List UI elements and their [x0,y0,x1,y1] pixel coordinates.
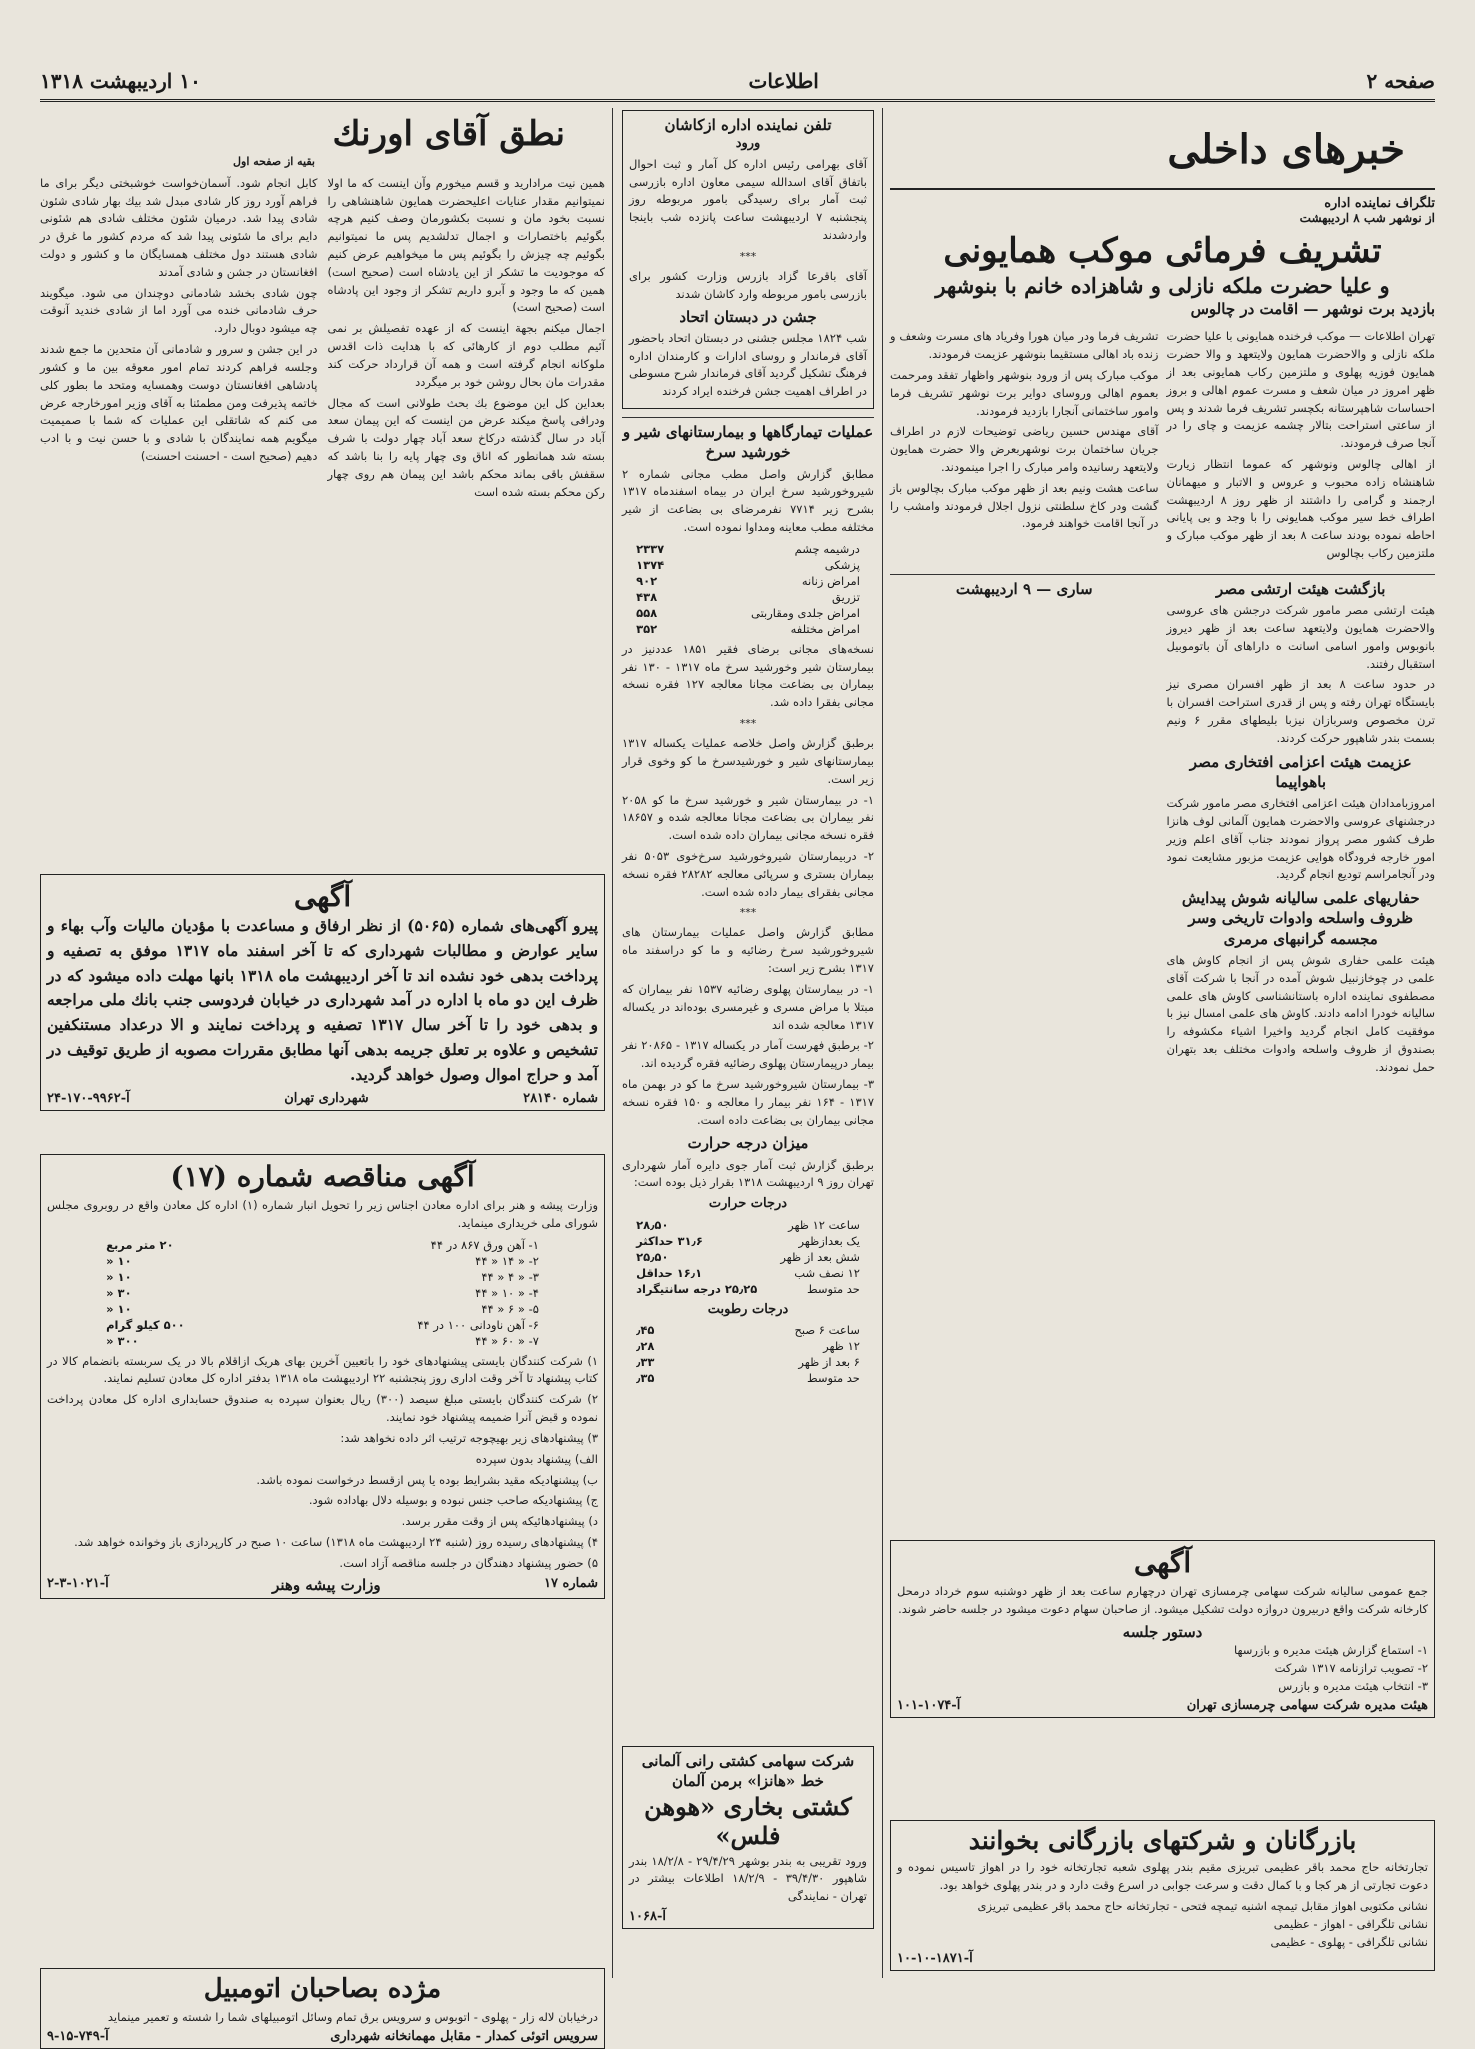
hospital-item: ۲- دربیمارستان شیروخورشید سرخ‌خوی ۵۰۵۳ نفر بیماران بستری و سرپائی معالجه ۲۸۲۸۲ فقره نسخه مجانی بفقرای بیمار داده شده است. [622,848,875,899]
tender-term: ۵) حضور پیشنهاد دهندگان در جلسه مناقصه آزاد است. [339,1555,598,1570]
paper-name: اطلاعات [748,68,819,93]
ad-code: آ-۱۰۷۴-۱۰۱ [897,1698,961,1714]
tender-item-row-label: ۳- « ۴ « ۴۴ [481,1269,539,1284]
temperature-row-label: ساعت ۱۲ ظهر [788,1217,860,1232]
speech-paragraph: اجمال میکنم بجهة اینست که از عهده تفصیلش بر نمی آئیم مطلب دوم از کارهائی که با هدایت ذات اقدس ملوکانه انجام گرفته است و همه آن قرارداد حرکت کند مقدرات مان بحال روشن خود بر میگردد [327,321,605,389]
humidity-row [632,1370,864,1386]
temperature-row [632,1265,864,1281]
hospital-item: ۲- برطبق فهرست آمار در یکساله ۱۳۱۷ - ۲۰۸۶۵ نفر بیمار درپیمارستان پهلوی رضائیه فقره گردیده اند. [622,1038,874,1071]
main-paragraph: تهران اطلاعات — موکب فرخنده همایونی با علیا حضرت ملکه نازلی و والاحضرت همایون ولایتعهد و والا حضرت همایون فوزیه پهلوی و ملتزمین رکاب همایونی بعد از ظهر امروز در میان شعف و مسرت عموم اهالی و بروز احساسات شاهپرستانه بکچسر تشریف فرما شدند و پس از ساعتی استراحت بتالار چشمه عزیمت و چای را در آنجا صرف فرمودند. [1166,329,1435,451]
tender-term: ۱) شرکت کنندگان بایستی پیشنهادهای خود را باتعیین آخرین بهای هریک ازاقلام بالا در یک سربسته بانضمام کالا در کتاب پیشنهاد تا آخر وقت اداری روز پنجشنبه ۲۲ اردیبهشت ماه ۱۳۱۸ بدفتر اداره کل معادن تسلیم نمایند. [47,1353,598,1386]
ad-signature: هیئت مدیره شرکت سهامی چرمسازی تهران [1186,1698,1428,1714]
tender-term: الف) پیشنهاد بدون سپرده [475,1451,598,1466]
hospital-text: نسخه‌های مجانی برضای فقیر ۱۸۵۱ عددنیز در بیمارستان شیر وخورشید سرخ ماه ۱۳۱۷ - ۱۳۰ نفر بیماران بی بضاعت مجانا معالجه ۱۲۷ فقره نسخه مجانی بفقرا داده شد. [622,641,875,710]
temperature-sub: درجات حرارت [708,1196,788,1212]
tender-code: آ-۱۰۲۱-۳-۲ [47,1575,109,1591]
main-paragraph: موکب مبارک پس از ورود بنوشهر واظهار تفقد ومرحمت بعموم اهالی وروسای دوایر برت نوشهر تشریف فرما وامور ساختمانی آنجارا بازدید فرمودند. [890,367,1159,418]
temperature-row [632,1249,864,1265]
tender-title: آگهی مناقصه شماره (۱۷) [170,1160,475,1193]
kashan-title: تلفن نماینده اداره ازکاشان [664,116,832,134]
speech-title: نطق آقای اورنك [332,114,565,154]
ad-title: آگهی [1133,1546,1192,1579]
auto-title: مژده بصاحبان اتومبیل [203,1974,442,2004]
temperature-row-value: ۲۸٫۵۰ [636,1217,669,1232]
stat-row-value: ۱۳۷۴ [636,557,665,572]
column-rule [612,108,613,1978]
ad-text: جمع عمومی سالیانه شرکت سهامی چرمسازی تهران درچهارم ساعت بعد از ظهر دوشنبه سوم خرداد درمحل کارخانه شرکت واقع دربیرون دروازه دولت تشکیل میشود. از صاحبان سهام دعوت میشود در جلسه حاضر شوند. [897,1584,1428,1616]
humidity-row-label: ۱۲ ظهر [823,1339,860,1354]
tender-item-row-label: ۶- آهن ناودانی ۱۰۰ در ۴۴ [417,1317,539,1332]
stat-row-label: پزشکی [824,557,860,572]
merchants-text: تجارتخانه حاج محمد باقر عظیمی تبریزی مقیم بندر پهلوی شعبه تجارتخانه خود را در اهواز تاسیس نموده و دعوت تجارتی از هر کجا و با کمال دقت و سرعت جوابی در اسرع وقت دارد و در بندر پهلوی خواهد بود. [897,1860,1428,1893]
tender-term: ب) پیشنهادیکه مقید بشرایط بوده یا پس ازقسط درخواست نموده باشد. [256,1472,598,1487]
tender-item-row-label: ۲- « ۱۴ « ۴۴ [475,1253,539,1268]
column-rule [882,108,883,1978]
kashan-box [622,110,874,409]
ship-text: ورود تقریبی به بندر بوشهر ۲۹/۴/۲۹ - ۱۸/۲/۸ بندر شاهپور ۳۹/۴/۳۰ - ۱۸/۲/۹ اطلاعات بیشتر در تهران - نمایندگی [629,1853,867,1904]
stat-row-label: امراض مختلفه [790,621,860,636]
temperature-row-value: ۲۵٫۵۰ [636,1249,669,1264]
temperature-row-value: ۱۶٫۱ حداقل [636,1265,703,1280]
temperature-row-value: ۲۵٫۲۵ درجه سانتیگراد [636,1281,758,1296]
speech-text-left [40,172,318,505]
main-paragraph: ساعت هشت ونیم بعد از ظهر موکب مبارک بچالوس باز گشت ودر کاخ سلطنتی نزول اجلال فرمودند وامشب را در آنجا اقامت خواهند فرمود. [890,480,1159,531]
tender-item-row [102,1301,543,1317]
returning-text: در حدود ساعت ۸ بعد از ظهر افسران مصری نیز بایستگاه تهران رفته و پس از قدری استراحت افسران با ترن مخصوص وسربازان نیزبا بلیطهای مقرر ۶ ونیم بسمت بندر شاهپور حرکت کردند. [1166,677,1435,745]
main-paragraph: تشریف فرما ودر میان هورا وفریاد های مسرت وشعف و زنده باد اهالی مستقیما بنوشهر عزیمت فرمودند. [890,329,1159,362]
returning-text: هیئت ارتشی مصر مامور شرکت درجشن های عروسی والاحضرت همایون ولایتعهد ساعت بعد از ظهر دیروز بانوبوس وامور اسامی اسانت ه داراهای آن باتوموبیل استقبال رفتند. [1166,603,1435,671]
tender-intro: وزارت پیشه و هنر برای اداره معادن اجناس زیر را تحویل انبار شماره (۱) اداره کل معادن واقع در روبروی مجلس شورای ملی خریداری مینماید. [47,1198,598,1230]
tender-term: د) پیشنهادهائیکه پس از وقت مقرر برسد. [401,1514,598,1529]
merchants-address: نشانی مکتوبی اهواز مقابل تیمچه اشنیه تیمچه فتحی - تجارتخانه حاج محمد باقر عظیمی تبریزی [977,1898,1428,1913]
celebration-headline: جشن در دبستان اتحاد [679,307,817,326]
tender-item-row-label: ۵- « ۶ « ۴۴ [481,1301,539,1316]
tender-terms [47,1353,598,1573]
temperature-table [632,1217,864,1297]
hospital-text: برطبق گزارش واصل خلاصه عملیات یکساله ۱۳۱۷ بیمارستانهای شیر و خورشیدسرخ ما کو وخوی قرار زیر است. [622,736,874,786]
auto-text: درخیابان لاله زار - پهلوی - اتوبوس و سرویس برق تمام وسائل اتومبیلهای شما را شسته و تعمیر مینماید [107,2009,598,2024]
agenda-item: ۱- استماع گزارش هیئت مدیره و بازرسها [1233,1642,1428,1657]
municipality-notice [40,874,605,1111]
tender-item-row [102,1285,543,1301]
hospital-text: مطابق گزارش واصل مطب مجانی شماره ۲ شیروخورشید سرخ ایران در بیماه اسفندماه ۱۳۱۷ بشرح زیر ۷۷۱۴ نفرمرضای بی بضاعت از شیر مختلفه مطب معاینه ومداوا نموده است. [622,466,875,534]
ad-agenda-title: دستور جلسه [1122,1622,1203,1641]
automobile-ad [40,1968,605,2049]
temperature-headline: میزان درجه حرارت [687,1134,809,1153]
ship-ad [622,1746,874,1929]
tender-item-row-value: ۲۰ متر مربع [106,1237,174,1252]
section-title: خبرهای داخلی [1167,126,1405,173]
stat-row [632,557,864,573]
temperature-text: برطبق گزارش ثبت آمار جوی دایره آمار شهرداری تهران روز ۹ اردیبهشت ۱۳۱۸ بقرار ذیل بوده است: [622,1157,874,1190]
speech-paragraph: در این جشن و سرور و شادمانی آن متحدین ما جمع شدند وجلسه فراهم کردند تمام امور معوقه بین ما و کشور پادشاهی افغانستان دوست وهمسایه ومتحد ما بطور کلی خاتمه پذیرفت ومن مطمئنا به آقای وزیر امورخارجه عرض می کنم که شاتقلی این عملیات که شما با صمیمیت میگویم همه نمایندگان با شادی و با حسن نیت و با ادب دهیم (صحیح است - احسنت احسنت) [40,342,318,463]
ship-code: آ-۱۰۶۸ [629,1908,666,1924]
stat-row-value: ۲۳۳۷ [636,541,665,556]
hospital-stats-table [632,541,864,637]
temperature-row-value: ۳۱٫۶ حداکثر [636,1233,703,1248]
egypt-headline: عزیمت هیئت اعزامی افتخاری مصر باهواپیما [1189,752,1412,791]
hospital-item: ۱- در بیمارستان پهلوی رضائیه ۱۵۳۷ نفر بیماران که مبتلا با مراض مسری و غیرمسری بوده‌اند در یکساله ۱۳۱۷ معالجه شده اند [622,981,874,1032]
temperature-row-label: یک بعدازظهر [798,1233,860,1248]
humidity-row-value: ٫۴۵ [636,1323,655,1338]
tender-item-row-value: ۱۰ « [106,1301,132,1316]
tender-item-row-label: ۴- « ۱۰ « ۴۴ [475,1285,539,1300]
agenda-item: ۲- تصویب ترازنامه ۱۳۱۷ شرکت [1274,1660,1428,1675]
tender-item-row [102,1253,543,1269]
tender-item-row [102,1269,543,1285]
stat-row [632,589,864,605]
speech-paragraph: بعداین کل این موضوع بك بحث طولانی است که مجال ودرافی پاسخ میکند عرض من اینست که این پیمان سعد آباد در سال گذشته درکاخ سعد آباد چهار دولت با شرف بسته شد همانطور که اناق وی چهار پایه را بنا باشد که سقفش باقی بماند محکم باشد این پیمان هم روی چهار رکن محکم بسته شده است [327,395,605,499]
tender-item-row-value: ۵۰۰ کیلو گرام [106,1317,185,1332]
page-number: صفحه ۲ [1366,68,1435,93]
column-middle [622,108,874,1988]
stat-row [632,573,864,589]
humidity-row-value: ٫۳۵ [636,1371,655,1386]
temperature-row-label: حد متوسط [806,1281,860,1296]
hospital-item: ۱- در بیمارستان شیر و خورشید سرخ ما کو ۲۰۵۸ نفر بیماران بی بضاعت مجانا معالجه شده و ۱۸۶۵۷ فقره نسخه مجانی بیماران داده شده است. [622,792,874,843]
kashan-text: آقای بهرامی رئیس اداره کل آمار و ثبت احوال باتفاق آقای اسدالله سیمی معاون اداره بازرسی ثبت آمار برای رسیدگی بامور مربوطه روز پنجشنبه ۷ اردیبهشت ساعت پانزده شب باینجا واردشدند [629,156,867,243]
temperature-row-label: شش بعد از ظهر [780,1249,860,1264]
stat-row-value: ۳۵۲ [636,621,658,636]
humidity-row [632,1338,864,1354]
main-paragraph: از اهالی چالوس ونوشهر که عموما انتظار زیارت شاهنشاه زاده محبوب و عروس و الاتبار و میهمانان ارجمند و گرامی را داشتند از ظهر روز ۸ اردیبهشت اطراف خط سیر موکب همایونی را با وجد و بی پایانی احاطه نموده بودند ساعت ۸ بعد از ظهر موکب مبارک و ملتزمین رکاب بچالوس [1166,457,1435,561]
humidity-sub: درجات رطوبت [707,1301,789,1317]
tender-term: ج) پیشنهادیکه صاحب جنس نبوده و بوسیله دلال بهاداده شود. [308,1493,598,1508]
temperature-row [632,1233,864,1249]
stat-row [632,621,864,637]
tender-notice [40,1154,605,1599]
tender-item-row-value: ۱۰ « [106,1253,132,1268]
separator: *** [739,717,757,731]
humidity-row-value: ٫۳۳ [636,1355,655,1370]
agenda-item: ۳- انتخاب هیئت مدیره و بازرس [1278,1678,1428,1693]
telegraph-label: تلگراف نماینده اداره [1324,196,1435,211]
main-story-continued [890,325,1159,566]
notice-code: آ-۹۹۶۲-۱۷۰-۲۴ [47,1090,130,1106]
stat-row-value: ۹۰۲ [636,573,658,588]
hospital-text: مطابق گزارش واصل عملیات بیمارستان های شیروخورشید سرخ رضائیه و ما کو دراسفند ماه ۱۳۱۷ بشرح زیر است: [622,925,874,976]
temperature-row [632,1217,864,1233]
tender-signature: وزارت پیشه وهنر [272,1575,381,1594]
sub-headline-2: بازدید برت نوشهر — اقامت در چالوس [1190,300,1435,319]
main-headline: تشریف فرمائی موکب همایونی [943,231,1382,271]
humidity-row-label: حد متوسط [806,1371,860,1386]
speech-paragraph: همین نیت مرادارید و قسم میخورم وآن اینست که ما اولا نمیتوانیم مقدار عنایات اعلیحضرت همایون شاهنشاهی را نسبت بخود مان و نسبت بکشورمان وصف کنیم هرچه بگوئیم باختصارات و اجمال تدلشدیم پس ما نمیتوانیم بگوئیم چه چیزش را بگوئیم پس ما میخواهیم عرض کنیم که موجودیت ما تشکر از این یادشاه است (صحیح است) همین که ما وجود و آبرو داریم تشکر از وجود این پادشاه است (صحیح است) [327,175,605,315]
merchants-address: نشانی تلگرافی - پهلوی - عظیمی [1270,1934,1428,1949]
ship-title: کشتی بخاری «هوهن فلس» [644,1791,852,1850]
tender-item-row-label: ۷- « ۶۰ « ۴۴ [475,1333,539,1348]
stat-row [632,541,864,557]
tender-item-row-value: ۳۰ « [106,1285,132,1300]
tender-item-row [102,1317,543,1333]
tender-item-row-label: ۱- آهن ورق ۸۶۷ در ۴۴ [430,1237,539,1252]
excavation-text: هیئت علمی حفاری شوش پس از انجام کاوش های علمی در چوخازنبیل شوش آمده در آنجا با شرکت آقای مصطفوی نماینده اداره باستانشناسی کاوش های علمی سالیانه خودرا ادامه دادند. کاوش های علمی امسال نیز با موفقیت کامل انجام گردید واخیرا اشیاء مکشوفه را بصندوق از ظروف واسلحه وادوات مختلف بعد بتهران حمل نمودند. [1166,952,1435,1074]
notice-number: شماره ۲۸۱۴۰ [523,1090,598,1106]
temperature-row-label: ۱۲ نصف شب [794,1265,860,1280]
kashan-text: آقای باقرعا گزاد بازرس وزارت کشور برای بازرسی بامور مربوطه وارد کاشان شدند [629,268,867,301]
hospital-item: ۳- بیمارستان شیروخورشید سرخ ما کو در بهمن ماه ۱۳۱۷ - ۱۶۴ نفر بیمار را معالجه و ۱۵۰ فقره نسخه مجانی بیماران بی بضاعت داده است. [622,1076,875,1127]
merchants-address: نشانی تلگرافی - اهواز - عظیمی [1273,1916,1428,1931]
tender-items-table [102,1237,543,1349]
stat-row-label: امراض زنانه [801,573,860,588]
merchants-title: بازرگانان و شرکتهای بازرگانی بخوانند [968,1826,1357,1855]
tender-term: ۳) پیشنهادهای زیر بهیچوجه ترتیب اثر داده نخواهد شد: [340,1430,598,1445]
stat-row-value: ۴۳۸ [636,589,658,604]
humidity-row-label: ساعت ۶ صبح [794,1323,860,1338]
sub-headline: و علیا حضرت ملکه نازلی و شاهزاده خانم با بنوشهر [935,272,1390,298]
main-paragraph: آقای مهندس حسین ریاضی توضیحات لازم در اطراف جریان ساختمان برت نوشهربعرض والا حضرت همایون ولایتعهد رسانیده وامر مبارک را اجرا مینمودند. [890,424,1159,475]
stat-row-label: امراض جلدی ومقاربتی [751,605,860,620]
tender-item-row-value: ۱۰ « [106,1269,132,1284]
auto-code: آ-۷۴۹-۱۵-۹ [47,2029,109,2045]
masthead [40,62,1435,102]
tender-number: شماره ۱۷ [544,1575,598,1591]
egypt-text: امروزبامدادان هیئت اعزامی افتخاری مصر مامور شرکت درجشنهای عروسی والاحضرت همایون آلمانی لوف هانزا طرف کشور مصر پرواز نمودند جناب آقای اعلم وزیر امور خارجه فرودگاه هوایی عزیمت مزبور مشایعت نمود ودر آنجامراسم تودیع انجام گردید. [1166,796,1435,882]
stat-row-label: درشیمه چشم [794,541,860,556]
sari-dateline: ساری — ۹ اردیبهشت [955,579,1093,598]
separator: *** [739,906,757,920]
issue-date: ۱۰ اردیبهشت ۱۳۱۸ [40,68,201,93]
humidity-row-label: ۶ بعد از ظهر [798,1355,860,1370]
humidity-row [632,1354,864,1370]
humidity-table [632,1322,864,1386]
speech-continued: بقیه از صفحه اول [233,154,315,168]
tender-term: ۴) پیشنهادهای رسیده روز (شنبه ۲۴ اردیبهشت ماه ۱۳۱۸) ساعت ۱۰ صبح در کارپردازی باز وخوانده خواهد شد. [74,1534,598,1549]
stat-row [632,605,864,621]
humidity-row-value: ٫۲۸ [636,1339,655,1354]
speech-text-right [328,172,606,505]
speech-paragraph: کابل انجام شود. آسمان‌خواست خوشبختی دیگر برای ما فراهم آورد روز کار شادی مبدل شد بیك بهار شادی شئون شادی پیدا شد. درمیان شئون مختلف شادی هم شئونی دایم برای ما شئونی پیدا شد که مردم کشور ما غرق در شادی هستند دول مختلف همسایگان ما و کشور و دولت افغانستان در جشن و شادی آمدند [40,175,318,279]
humidity-row [632,1322,864,1338]
temperature-row [632,1281,864,1297]
notice-title: آگهی [293,880,352,913]
tender-item-row [102,1333,543,1349]
ship-headline: شرکت سهامی کشتی رانی آلمانی خط «هانزا» برمن آلمان [641,1752,855,1791]
separator: *** [739,249,757,263]
speech-paragraph: چون شادی بخشد شادمانی دوچندان می شود. میگویند حرف شادمانی خنده می آورد اما از شادی خندید آنوقت چه میشود دوبال دارد. [40,285,318,336]
column-left [40,108,605,2045]
stat-row-label: تزریق [832,589,860,604]
merchants-code: آ-۱۸۷۱-۱۰-۱۰ [897,1951,973,1967]
tender-term: ۲) شرکت کنندگان بایستی مبلغ سیصد (۳۰۰) ریال بعنوان سپرده به صندوق حسابداری اداره کل معادن پرداخت نموده و قبض آنرا ضمیمه پیشنهاد خود نمایند. [47,1392,598,1425]
hospital-headline: عملیات تیمارگاهها و بیمارستانهای شیر و خورشید سرخ [622,417,874,463]
tender-item-row [102,1237,543,1253]
tender-item-row-value: ۳۰۰ « [106,1333,139,1348]
kashan-sub: ورود [735,136,761,152]
notice-signature: شهرداری تهران [284,1090,369,1106]
returning-headline: بازگشت هیئت ارتشی مصر [1216,579,1386,598]
celebration-text: شب ۱۸۲۴ مجلس جشنی در دبستان اتحاد باحضور آقای فرماندار و روسای ادارات و کارمندان اداره فرهنگ تشکیل گردید آقای فرماندار شرح مسوطی در اطراف اهمیت جشن فرخنده ایراد کردند [629,330,867,399]
auto-name: سرویس اتوئی کمدار - مقابل مهمانخانه شهرداری [330,2029,598,2045]
merchants-ad [890,1820,1435,1971]
shareholders-ad [890,1540,1435,1718]
excavation-headline: حفاریهای علمی سالیانه شوش پیدایش ظروف واسلحه وادوات تاریخی وسر مجسمه گرانبهای مرمری [1181,889,1420,948]
column-right [890,108,1435,1988]
stat-row-value: ۵۵۸ [636,605,658,620]
notice-text: پیرو آگهی‌های شماره (۵۰۶۵) از نظر ارفاق و مساعدت با مؤدیان مالیات وآب بهاء و سایر عوارض و مطالبات شهرداری که تا آخر اسفند ماه ۱۳۱۷ موفق به تصفیه و پرداخت بدهی خود نشده اند تا آخر اردیبهشت ماه ۱۳۱۸ بانها مهلت داده میشود که در ظرف این دو ماه با اداره در آمد شهرداری در خیابان فردوسی جنب بانك ملی مراجعه و بدهی خود را تا آخر سال ۱۳۱۷ تصفیه و پرداخت نمایند و الا درعداد مستنکفین تشخیص و علاوه بر تعلق جریمه بدهی آنها مطابق مقررات مصوبه از طریق توقیف در آمد و حراج اموال وصول خواهد گردید. [47,916,599,1084]
main-story [1167,325,1436,566]
telegraph-sub: از نوشهر شب ۸ اردیبهشت [1299,211,1435,225]
